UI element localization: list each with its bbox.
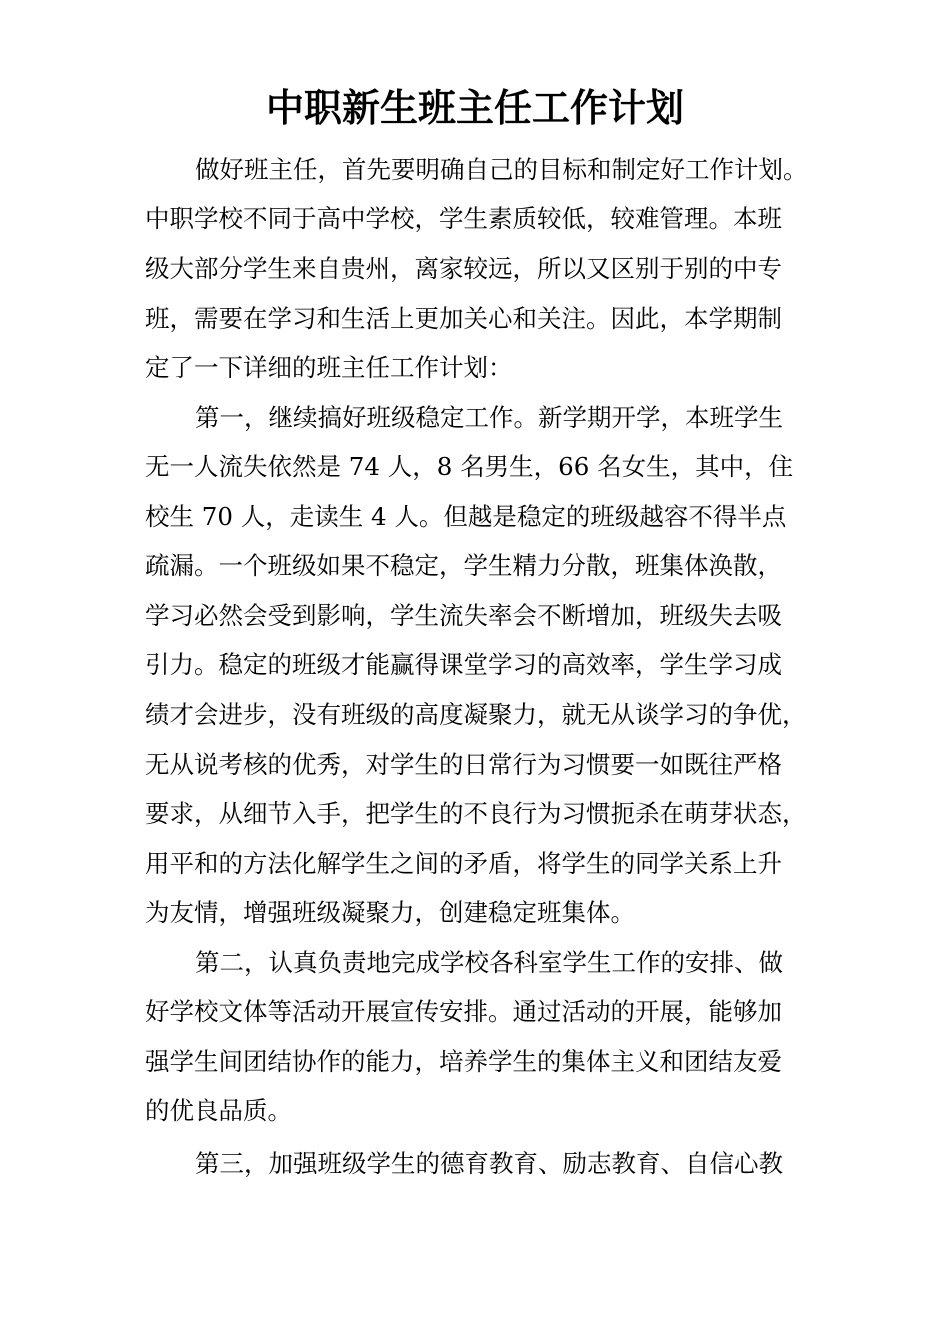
paragraph-1-line-4: 班，需要在学习和生活上更加关心和关注。因此，本学期制 — [145, 304, 782, 333]
paragraph-2-line-5: 学习必然会受到影响，学生流失率会不断增加，班级失去吸 — [145, 601, 782, 630]
paragraph-1-line-2: 中职学校不同于高中学校，学生素质较低，较难管理。本班 — [145, 204, 782, 233]
paragraph-2-line-10: 用平和的方法化解学生之间的矛盾，将学生的同学关系上升 — [145, 849, 782, 878]
paragraph-2-line-9: 要求，从细节入手，把学生的不良行为习惯扼杀在萌芽状态， — [145, 799, 807, 828]
paragraph-1-line-1: 做好班主任，首先要明确自己的目标和制定好工作计划。 — [195, 155, 808, 184]
paragraph-2-line-7: 绩才会进步，没有班级的高度凝聚力，就无从谈学习的争优， — [145, 700, 807, 729]
paragraph-3-line-2: 好学校文体等活动开展宣传安排。通过活动的开展，能够加 — [145, 997, 782, 1026]
paragraph-2-line-3: 校生 70 人，走读生 4 人。但越是稳定的班级越容不得半点 — [145, 502, 787, 531]
paragraph-3-line-3: 强学生间团结协作的能力，培养学生的集体主义和团结友爱 — [145, 1047, 782, 1076]
paragraph-2-line-1: 第一，继续搞好班级稳定工作。新学期开学，本班学生 — [195, 403, 783, 432]
paragraph-4-line-1: 第三，加强班级学生的德育教育、励志教育、自信心教 — [195, 1149, 783, 1178]
paragraph-1-line-3: 级大部分学生来自贵州，离家较远，所以又区别于别的中专 — [145, 254, 782, 283]
paragraph-2-line-4: 疏漏。一个班级如果不稳定，学生精力分散，班集体涣散， — [145, 551, 782, 580]
paragraph-3-line-4: 的优良品质。 — [145, 1096, 292, 1125]
paragraph-2-line-6: 引力。稳定的班级才能赢得课堂学习的高效率，学生学习成 — [145, 650, 782, 679]
paragraph-3-line-1: 第二，认真负责地完成学校各科室学生工作的安排、做 — [195, 948, 783, 977]
document-title: 中职新生班主任工作计划 — [265, 86, 684, 130]
paragraph-2-line-8: 无从说考核的优秀，对学生的日常行为习惯要一如既往严格 — [145, 750, 782, 779]
paragraph-1-line-5: 定了一下详细的班主任工作计划： — [145, 353, 513, 382]
paragraph-2-line-2: 无一人流失依然是 74 人，8 名男生，66 名女生，其中，住 — [145, 452, 794, 481]
paragraph-2-line-11: 为友情，增强班级凝聚力，创建稳定班集体。 — [145, 898, 635, 927]
